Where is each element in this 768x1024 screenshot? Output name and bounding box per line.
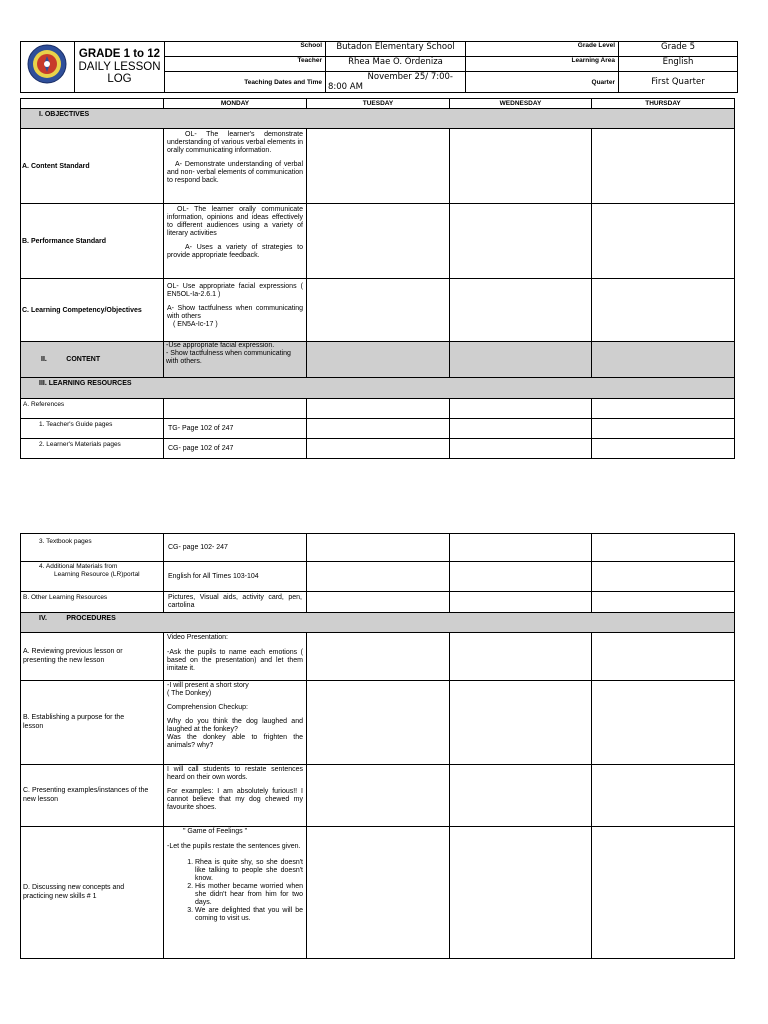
teacher-value: Rhea Mae O. Ordeniza xyxy=(326,57,466,72)
procedures-heading: IV. PROCEDURES xyxy=(21,613,735,633)
additional-tuesday xyxy=(307,562,450,592)
references-label: A. References xyxy=(21,399,164,419)
content-row xyxy=(21,342,735,378)
proc-c-text2: For examples: I am absolutely furious!! I cannot believe that my dog chewed my favourite shoes. xyxy=(167,788,303,811)
proc-a-row xyxy=(21,633,735,681)
performance-standard-label: B. Performance Standard xyxy=(21,204,164,279)
tg-thursday xyxy=(592,419,735,439)
proc-b-text2: ( The Donkey) xyxy=(167,690,212,697)
performance-standard-tuesday xyxy=(307,204,450,279)
objectives-heading: I. OBJECTIVES xyxy=(21,109,735,129)
proc-c-wednesday xyxy=(450,765,592,827)
content-heading: II. CONTENT xyxy=(21,342,164,378)
area-value: English xyxy=(619,57,738,72)
proc-b-text3: Comprehension Checkup: xyxy=(167,704,248,711)
lm-wednesday xyxy=(450,439,592,459)
competency-text2: A- Show tactfulness when communicating with others xyxy=(167,305,303,320)
proc-b-text4: Why do you think the dog laughed and laughed at the fonkey? xyxy=(167,718,303,733)
header-table xyxy=(20,41,738,93)
tg-value: TG- Page 102 of 247 xyxy=(164,419,307,439)
performance-standard-text1: OL- The learner orally communicate information, opinions and ideas effectively to different audiences using a variety of literary activities xyxy=(167,206,303,237)
textbook-label: 3. Textbook pages xyxy=(21,534,164,562)
proc-d-list xyxy=(167,859,303,923)
proc-b-row xyxy=(21,681,735,765)
competency-thursday xyxy=(592,279,735,342)
references-wednesday xyxy=(450,399,592,419)
resources-section-row xyxy=(21,378,735,399)
title-block xyxy=(75,42,165,93)
competency-tuesday xyxy=(307,279,450,342)
objectives-section-row xyxy=(21,109,735,129)
teacher-label: Teacher xyxy=(165,57,326,72)
proc-d-monday xyxy=(164,827,307,959)
list-item: 1. Rhea is quite shy, so she doesn't like talking to people she doesn't know. xyxy=(195,859,303,883)
performance-standard-row xyxy=(21,204,735,279)
content-standard-text2: A- Demonstrate understanding of verbal and non- verbal elements of communication to respond back. xyxy=(167,161,303,184)
list-item: 2. His mother became worried when she didn't hear from him for two days. xyxy=(195,883,303,907)
proc-a-label: A. Reviewing previous lesson or presenting the new lesson xyxy=(21,633,164,681)
dates-value-line2: 8:00 AM xyxy=(328,82,363,92)
school-value: Butadon Elementary School xyxy=(326,42,466,57)
dates-value-line1: November 25/ 7:00- xyxy=(367,72,453,82)
other-resources-row xyxy=(21,592,735,613)
content-tuesday xyxy=(307,342,450,378)
proc-d-text1: " Game of Feelings " xyxy=(183,828,248,835)
lm-tuesday xyxy=(307,439,450,459)
content-standard-thursday xyxy=(592,129,735,204)
proc-d-row xyxy=(21,827,735,959)
references-monday xyxy=(164,399,307,419)
other-tuesday xyxy=(307,592,450,613)
proc-c-text1: I will call students to restate sentences heard on their own words. xyxy=(167,766,303,781)
lm-row xyxy=(21,439,735,459)
procedures-section-row xyxy=(21,613,735,633)
logo-cell xyxy=(21,42,75,93)
textbook-row xyxy=(21,534,735,562)
additional-thursday xyxy=(592,562,735,592)
competency-label: C. Learning Competency/Objectives xyxy=(21,279,164,342)
title-line1: GRADE 1 to 12 xyxy=(78,48,161,61)
competency-text1: OL- Use appropriate facial expressions ( EN5OL-Ia-2.6.1 ) xyxy=(167,283,303,298)
proc-b-label: B. Establishing a purpose for the lesson xyxy=(21,681,164,765)
content-standard-monday xyxy=(164,129,307,204)
proc-b-text5: Was the donkey able to frighten the animals? why? xyxy=(167,734,303,749)
textbook-thursday xyxy=(592,534,735,562)
competency-monday xyxy=(164,279,307,342)
proc-a-text1: Video Presentation: xyxy=(167,634,228,641)
blank-header-cell xyxy=(21,99,164,109)
textbook-wednesday xyxy=(450,534,592,562)
performance-standard-wednesday xyxy=(450,204,592,279)
references-row xyxy=(21,399,735,419)
content-wednesday xyxy=(450,342,592,378)
proc-b-thursday xyxy=(592,681,735,765)
quarter-value: First Quarter xyxy=(619,72,738,93)
proc-d-thursday xyxy=(592,827,735,959)
proc-c-monday xyxy=(164,765,307,827)
proc-a-monday xyxy=(164,633,307,681)
dates-value xyxy=(326,72,466,93)
content-thursday xyxy=(592,342,735,378)
references-thursday xyxy=(592,399,735,419)
content-standard-wednesday xyxy=(450,129,592,204)
other-thursday xyxy=(592,592,735,613)
additional-label-line1: 4. Additional Materials from xyxy=(39,563,118,570)
proc-b-tuesday xyxy=(307,681,450,765)
proc-a-thursday xyxy=(592,633,735,681)
content-standard-row xyxy=(21,129,735,204)
title-line2: DAILY LESSON xyxy=(78,60,161,73)
quarter-label: Quarter xyxy=(466,72,619,93)
proc-a-text2: -Ask the pupils to name each emotions ( based on the presentation) and let them imitate it. xyxy=(167,649,303,672)
performance-standard-thursday xyxy=(592,204,735,279)
proc-d-wednesday xyxy=(450,827,592,959)
list-item: 3. We are delighted that you will be coming to visit us. xyxy=(195,907,303,923)
deped-seal-icon xyxy=(27,44,67,84)
content-standard-text1: OL- The learner's demonstrate understanding of various verbal elements in orally communicating information. xyxy=(167,131,303,154)
textbook-value: CG- page 102- 247 xyxy=(164,534,307,562)
additional-label xyxy=(21,562,164,592)
proc-d-text2: -Let the pupils restate the sentences given. xyxy=(167,843,301,850)
proc-c-label: C. Presenting examples/instances of the new lesson xyxy=(21,765,164,827)
competency-text3: ( EN5A-Ic-17 ) xyxy=(173,321,218,328)
content-standard-label: A. Content Standard xyxy=(21,129,164,204)
proc-c-row xyxy=(21,765,735,827)
tg-wednesday xyxy=(450,419,592,439)
day-thursday: THURSDAY xyxy=(592,99,735,109)
lesson-table-page2 xyxy=(20,533,735,959)
other-resources-label: B. Other Learning Resources xyxy=(21,592,164,613)
proc-b-text1: -I will present a short story xyxy=(167,682,249,689)
title-line3: LOG xyxy=(107,73,132,86)
school-label: School xyxy=(165,42,326,57)
day-tuesday: TUESDAY xyxy=(307,99,450,109)
dates-label: Teaching Dates and Time xyxy=(165,72,326,93)
grade-value: Grade 5 xyxy=(619,42,738,57)
competency-wednesday xyxy=(450,279,592,342)
competency-row xyxy=(21,279,735,342)
proc-b-monday xyxy=(164,681,307,765)
grade-label: Grade Level xyxy=(466,42,619,57)
proc-d-tuesday xyxy=(307,827,450,959)
tg-row xyxy=(21,419,735,439)
content-standard-tuesday xyxy=(307,129,450,204)
performance-standard-text2: A- Uses a variety of strategies to provide appropriate feedback. xyxy=(167,244,303,259)
area-label: Learning Area xyxy=(466,57,619,72)
references-tuesday xyxy=(307,399,450,419)
additional-row xyxy=(21,562,735,592)
tg-tuesday xyxy=(307,419,450,439)
additional-label-line2: Learning Resource (LR)portal xyxy=(54,571,140,578)
day-wednesday: WEDNESDAY xyxy=(450,99,592,109)
additional-wednesday xyxy=(450,562,592,592)
day-header-row xyxy=(21,99,735,109)
proc-d-label: D. Discussing new concepts and practicing new skills # 1 xyxy=(21,827,164,959)
resources-heading: III. LEARNING RESOURCES xyxy=(21,378,735,399)
tg-label: 1. Teacher's Guide pages xyxy=(21,419,164,439)
additional-value: English for All Times 103-104 xyxy=(164,562,307,592)
textbook-tuesday xyxy=(307,534,450,562)
other-resources-value: Pictures, Visual aids, activity card, pen, cartolina xyxy=(164,592,307,613)
content-text: -Use appropriate facial expression. - Show tactfulness when communicating with others. xyxy=(164,342,307,378)
day-monday: MONDAY xyxy=(164,99,307,109)
lm-value: CG- page 102 of 247 xyxy=(164,439,307,459)
lm-thursday xyxy=(592,439,735,459)
proc-a-tuesday xyxy=(307,633,450,681)
proc-c-thursday xyxy=(592,765,735,827)
proc-b-wednesday xyxy=(450,681,592,765)
lesson-table-page1 xyxy=(20,98,735,459)
performance-standard-monday xyxy=(164,204,307,279)
lm-label: 2. Learner's Materials pages xyxy=(21,439,164,459)
proc-c-tuesday xyxy=(307,765,450,827)
proc-a-wednesday xyxy=(450,633,592,681)
other-wednesday xyxy=(450,592,592,613)
